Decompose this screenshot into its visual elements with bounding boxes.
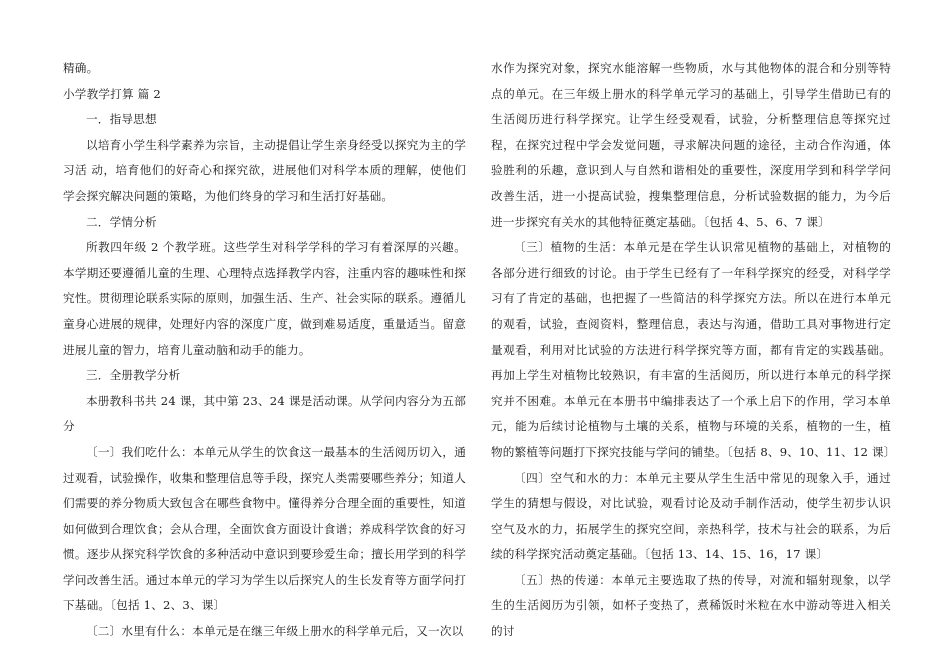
paragraph: 所教四年级 2 个教学班。这些学生对科学学科的学习有着深厚的兴趣。本学期还要遵循儿童的生理、心理特点选择教学内容，注重内容的趣味性和探究性。贯彻理论联系实际的原则，加强生活、生产、社会实际的联系。遵循儿童身心进展的规律，处理好内容的深度广度，做到难易适度，重量适当。留意进展儿童的智力，培育儿童动脑和动手的能力。	[63, 240, 466, 357]
left-column	[63, 56, 466, 645]
paragraph: 〔五〕热的传递：本单元主要选取了热的传导，对流和辐射现象，以学生的生活阅历为引领，如杯子变热了，煮稀饭时米粒在水中游动等进入相关的讨	[491, 572, 891, 639]
paragraph: 精确。	[63, 61, 99, 75]
right-column	[491, 56, 896, 645]
section-title: 小学教学打算 篇 2	[63, 86, 161, 101]
paragraph: 本册教科书共 24 课，其中第 23、24 课是活动课。从学问内容分为五部分	[63, 393, 466, 434]
heading-student-analysis: 二．学情分析	[86, 214, 157, 229]
paragraph: 水作为探究对象，探究水能溶解一些物质，水与其他物体的混合和分别等特点的单元。在三年级上册水的科学单元学习的基础上，引导学生借助已有的生活阅历进行科学探究。让学生经受观看，试验，分析整理信息等探究过程，在探究过程中学会发觉问题，寻求解决问题的途径，主动合作沟通，体验胜利的乐趣，意识到人与自然和谐相处的重要性，深度用学到和科学学问改善生活，进一小提高试验，搜集整理信息，分析试验数据的能力，为今后进一步探究有关水的其他特征奠定基础。〔包括 4、5、6、7 课〕	[491, 61, 891, 229]
heading-book-analysis: 三．全册教学分析	[86, 368, 181, 383]
heading-guiding-thought: 一．指导思想	[86, 112, 157, 127]
paragraph: 〔一〕我们吃什么：本单元从学生的饮食这一最基本的生活阅历切入，通过观看，试验操作，收集和整理信息等手段，探究人类需要哪些养分；知道人们需要的养分物质大致包含在哪些食物中。懂得养分合理全面的重要性，知道如何做到合理饮食；会从合理，全面饮食方面设计食谱；养成科学饮食的好习惯。逐步从探究科学饮食的多种活动中意识到要珍爱生命；擅长用学到的科学学问改善生活。通过本单元的学习为学生以后探究人的生长发育等方面学问打下基础。〔包括 1、2、3、课〕	[63, 444, 466, 613]
paragraph: 〔四〕空气和水的力：本单元主要从学生生活中常见的现象入手，通过学生的猜想与假设，对比试验，观看讨论及动手制作活动，使学生初步认识空气及水的力，拓展学生的探究空间，亲热科学，技术与社会的联系，为后续的科学探究活动奠定基础。〔包括 13、14、15、16，17 课〕	[491, 470, 891, 562]
paragraph: 以培育小学生科学素养为宗旨，主动提倡让学生亲身经受以探究为主的学习活 动，培育他们的好奇心和探究欲，进展他们对科学本质的理解，使他们学会探究解决问题的策略，为他们终身的学习和生活打好基础。	[63, 137, 466, 203]
paragraph: 〔二〕水里有什么：本单元是在继三年级上册水的科学单元后，又一次以	[86, 624, 464, 639]
paragraph: 〔三〕植物的生活：本单元是在学生认识常见植物的基础上，对植物的各部分进行细致的讨论。由于学生已经有了一年科学探究的经受，对科学学习有了肯定的基础，也把握了一些简洁的科学探究方法。所以在进行本单元的观看，试验，查阅资料，整理信息，表达与沟通，借助工具对事物进行定量观看，利用对比试验的方法进行科学探究等方面，都有肯定的实践基础。再加上学生对植物比较熟识，有丰富的生活阅历，所以进行本单元的科学探究并不困难。本单元在本册书中编排表达了一个承上启下的作用，学习本单元，能为后续讨论植物与土壤的关系，植物与环境的关系，植物的一生，植物的繁植等问题打下探究技能与学问的铺垫。〔包括 8、9、10、11、12 课〕	[491, 240, 896, 459]
